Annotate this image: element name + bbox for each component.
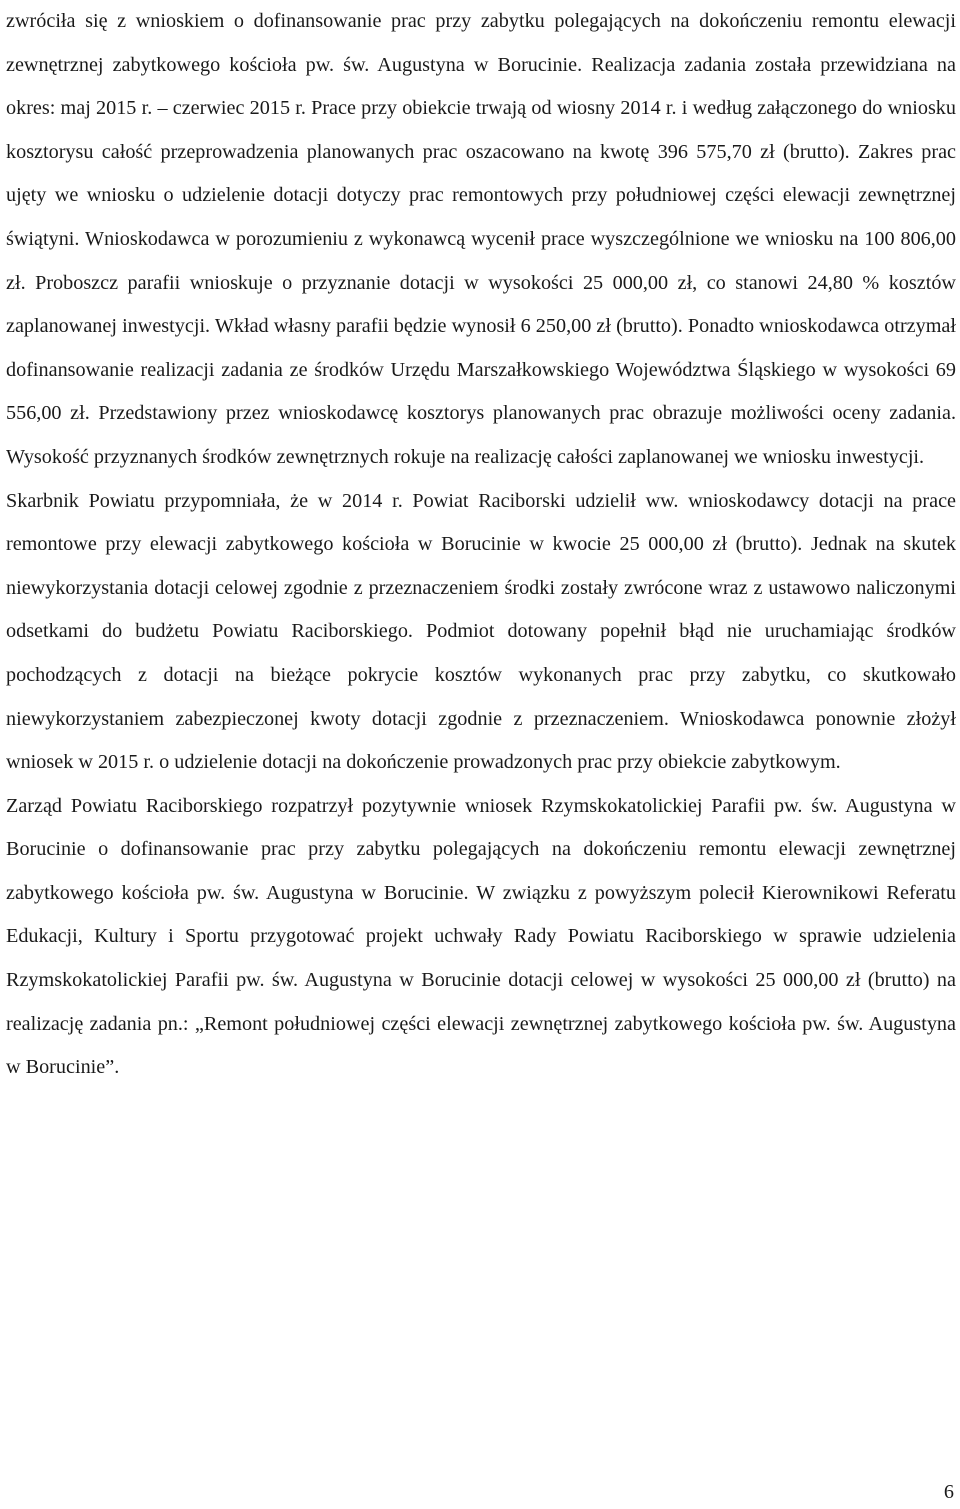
paragraph-application-summary: zwróciła się z wnioskiem o dofinansowanie prac przy zabytku polegających na dokończeniu remontu elewacji zewnętrznej zabytkowego kościoła pw. św. Augustyna w Borucinie. Realizacja zadania została przewidziana na okres: maj 2015 r. – czerwiec 2015 r. Prace przy obiekcie trwają od wiosny 2014 r. i według załączonego do wniosku kosztorysu całość przeprowadzenia planowanych prac oszacowano na kwotę 396 575,70 zł (brutto). Zakres prac ujęty we wniosku o udzielenie dotacji dotyczy prac remontowych przy południowej części elewacji zewnętrznej świątyni. Wnioskodawca w porozumieniu z wykonawcą wycenił prace wyszczególnione we wniosku na 100 806,00 zł. Proboszcz parafii wnioskuje o przyznanie dotacji w wysokości 25 000,00 zł, co stanowi 24,80 % kosztów zaplanowanej inwestycji. Wkład własny parafii będzie wynosił 6 250,00 zł (brutto). Ponadto wnioskodawca otrzymał dofinansowanie realizacji zadania ze środków Urzędu Marszałkowskiego Województwa Śląskiego w wysokości 69 556,00 zł. Przedstawiony przez wnioskodawcę kosztorys planowanych prac obrazuje możliwości oceny zadania. Wysokość przyznanych środków zewnętrznych rokuje na realizację całości zaplanowanej we wniosku inwestycji. [6, 10, 956, 468]
paragraph-treasurer-note: Skarbnik Powiatu przypomniała, że w 2014 r. Powiat Raciborski udzielił ww. wnioskodawcy dotacji na prace remontowe przy elewacji zabytkowego kościoła w Borucinie w kwocie 25 000,00 zł (brutto). Jednak na skutek niewykorzystania dotacji celowej zgodnie z przeznaczeniem środki zostały zwrócone wraz z ustawowo naliczonymi odsetkami do budżetu Powiatu Raciborskiego. Podmiot dotowany popełnił błąd nie uruchamiając środków pochodzących z dotacji na bieżące pokrycie kosztów wykonanych prac przy zabytku, co skutkowało niewykorzystaniem zabezpieczonej kwoty dotacji zgodnie z przeznaczeniem. Wnioskodawca ponownie złożył wniosek w 2015 r. o udzielenie dotacji na dokończenie prowadzonych prac przy obiekcie zabytkowym. [6, 489, 956, 774]
document-body [6, 0, 956, 1090]
paragraph-board-decision: Zarząd Powiatu Raciborskiego rozpatrzył pozytywnie wniosek Rzymskokatolickiej Parafii pw. św. Augustyna w Borucinie o dofinansowanie prac przy zabytku polegających na dokończeniu remontu elewacji zewnętrznej zabytkowego kościoła pw. św. Augustyna w Borucinie. W związku z powyższym polecił Kierownikowi Referatu Edukacji, Kultury i Sportu przygotować projekt uchwały Rady Powiatu Raciborskiego w sprawie udzielenia Rzymskokatolickiej Parafii pw. św. Augustyna w Borucinie dotacji celowej w wysokości 25 000,00 zł (brutto) na realizację zadania pn.: „Remont południowej części elewacji zewnętrznej zabytkowego kościoła pw. św. Augustyna w Borucinie”. [6, 794, 956, 1079]
page-number: 6 [943, 1481, 954, 1503]
